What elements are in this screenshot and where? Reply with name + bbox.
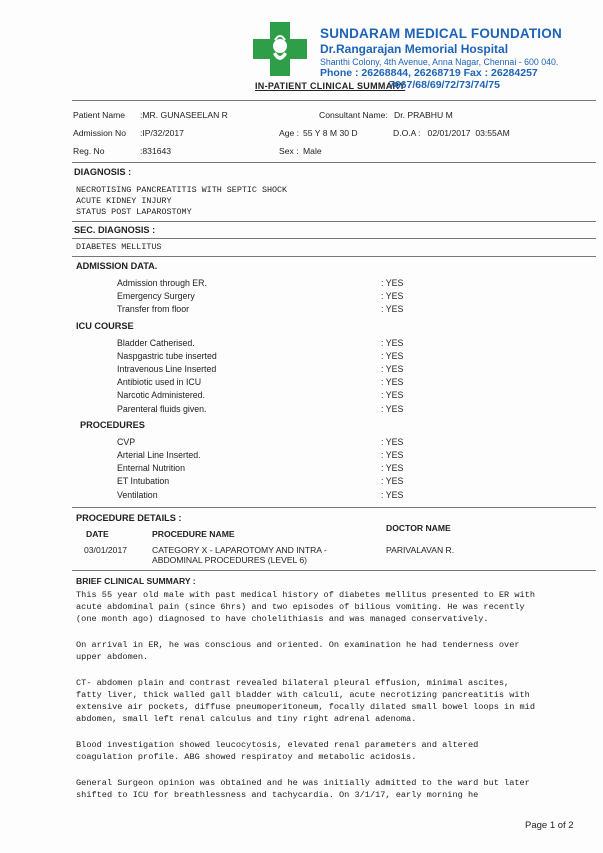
divider: [72, 100, 596, 101]
admission-item-value: : YES: [381, 304, 404, 314]
diagnosis-line: ACUTE KIDNEY INJURY: [76, 196, 172, 206]
divider: [72, 570, 596, 571]
consultant-label: Consultant Name:: [319, 110, 388, 120]
hospital-phone-extra: 7667/68/69/72/73/74/75: [389, 79, 500, 91]
summary-line: Blood investigation showed leucocytosis, elevated renal parameters and altered: [76, 740, 479, 750]
procedures-heading: PROCEDURES: [80, 420, 145, 430]
icu-item-label: Naspgastric tube inserted: [117, 351, 217, 361]
icu-item-label: Bladder Catherised.: [117, 338, 195, 348]
procedure-item-label: Enternal Nutrition: [117, 463, 185, 473]
admission-item-label: Admission through ER.: [117, 278, 207, 288]
procedure-doctor: PARIVALAVAN R.: [386, 545, 455, 555]
hospital-address: Shanthi Colony, 4th Avenue, Anna Nagar, Chennai - 600 040.: [320, 57, 559, 67]
admission-no-value: :IP/32/2017: [140, 128, 184, 138]
page-number: Page 1 of 2: [525, 820, 574, 831]
icu-item-value: : YES: [381, 404, 404, 414]
summary-line: fatty liver, thick walled gall bladder with calculi, acute necrotizing pancreatitis with: [76, 690, 530, 700]
procedure-item-label: ET Intubation: [117, 476, 170, 486]
procedure-item-label: Ventilation: [117, 490, 158, 500]
sex-value: Male: [303, 146, 322, 156]
divider: [72, 238, 596, 239]
icu-item-label: Narcotic Administered.: [117, 390, 206, 400]
icu-item-value: : YES: [381, 338, 404, 348]
summary-line: upper abdomen.: [76, 652, 149, 662]
admission-item-value: : YES: [381, 291, 404, 301]
col-procedure-name: PROCEDURE NAME: [152, 529, 235, 539]
diagnosis-line: NECROTISING PANCREATITIS WITH SEPTIC SHOCK: [76, 185, 288, 195]
summary-heading: BRIEF CLINICAL SUMMARY :: [76, 576, 196, 586]
reg-no-label: Reg. No: [73, 146, 105, 156]
procedure-name: ABDOMINAL PROCEDURES (LEVEL 6): [152, 555, 308, 565]
admission-item-label: Emergency Surgery: [117, 291, 195, 301]
procedure-item-value: : YES: [381, 476, 404, 486]
divider: [72, 256, 596, 257]
admission-no-label: Admission No: [73, 128, 127, 138]
icu-item-label: Parenteral fluids given.: [117, 404, 207, 414]
hospital-logo-icon: [253, 22, 307, 76]
col-doctor-name: DOCTOR NAME: [386, 523, 451, 533]
icu-item-label: Antibiotic used in ICU: [117, 377, 202, 387]
col-date: DATE: [86, 529, 109, 539]
age-label: Age :: [279, 128, 300, 138]
icu-item-value: : YES: [381, 364, 404, 374]
icu-item-value: : YES: [381, 377, 404, 387]
diagnosis-line: STATUS POST LAPAROSTOMY: [76, 207, 192, 217]
summary-line: General Surgeon opinion was obtained and he was initially admitted to the ward but later: [76, 778, 530, 788]
summary-body: [76, 589, 596, 801]
sec-diagnosis-line: DIABETES MELLITUS: [76, 242, 162, 252]
summary-line: extensive air pockets, diffuse pneumoperitoneum, focally dilated small bowel loops in mid: [76, 702, 535, 712]
summary-line: abdomen, small left renal calculus and tiny right adrenal adenoma.: [76, 714, 417, 724]
divider: [72, 507, 596, 508]
reg-no-value: :831643: [140, 146, 172, 156]
icu-item-value: : YES: [381, 390, 404, 400]
icu-course-heading: ICU COURSE: [76, 321, 134, 331]
procedure-name: CATEGORY X - LAPAROTOMY AND INTRA -: [152, 545, 327, 555]
hospital-phone: Phone : 26268844, 26268719 Fax : 26284257: [320, 67, 538, 79]
admission-item-label: Transfer from floor: [117, 304, 190, 314]
procedure-date: 03/01/2017: [84, 545, 128, 555]
divider: [72, 221, 596, 222]
patient-name-value: :MR. GUNASEELAN R: [140, 110, 228, 120]
sex-label: Sex :: [279, 146, 299, 156]
procedure-item-value: : YES: [381, 450, 404, 460]
hospital-name: Dr.Rangarajan Memorial Hospital: [320, 42, 509, 56]
summary-line: coagulation profile. ABG showed respiratoy and metabolic acidosis.: [76, 752, 417, 762]
patient-name-label: Patient Name: [73, 110, 126, 120]
admission-data-heading: ADMISSION DATA.: [76, 261, 158, 271]
consultant-value: Dr. PRABHU M: [394, 110, 453, 120]
procedure-item-label: CVP: [117, 437, 136, 447]
doa-value: : 02/01/2017 03:55AM: [418, 128, 510, 138]
procedure-details-heading: PROCEDURE DETAILS :: [76, 513, 182, 523]
summary-line: On arrival in ER, he was conscious and oriented. On examination he had tenderness over: [76, 640, 520, 650]
diagnosis-heading: DIAGNOSIS :: [74, 167, 132, 177]
summary-line: shifted to ICU for breathlessness and tachycardia. On 3/1/17, early morning he: [76, 790, 479, 800]
icu-item-label: Intravenous Line Inserted: [117, 364, 217, 374]
icu-item-value: : YES: [381, 351, 404, 361]
summary-line: (one month ago) diagnosed to have cholelithiasis and was managed conservatively.: [76, 614, 489, 624]
summary-line: acute abdominal pain (since 6hrs) and two episodes of bilious vomiting. He was recently: [76, 602, 525, 612]
divider: [72, 162, 596, 163]
summary-line: CT- abdomen plain and contrast revealed bilateral pleural effusion, minimal ascites,: [76, 678, 510, 688]
org-name: SUNDARAM MEDICAL FOUNDATION: [320, 26, 562, 41]
age-value: 55 Y 8 M 30 D: [303, 128, 358, 138]
procedure-item-value: : YES: [381, 463, 404, 473]
procedure-item-value: : YES: [381, 437, 404, 447]
procedure-item-label: Arterial Line Inserted.: [117, 450, 201, 460]
document-title: IN-PATIENT CLINICAL SUMMARY: [255, 81, 406, 91]
admission-item-value: : YES: [381, 278, 404, 288]
doa-label: D.O.A: [393, 128, 417, 138]
sec-diagnosis-heading: SEC. DIAGNOSIS :: [74, 225, 156, 235]
procedure-item-value: : YES: [381, 490, 404, 500]
summary-line: This 55 year old male with past medical history of diabetes mellitus presented to ER with: [76, 590, 535, 600]
